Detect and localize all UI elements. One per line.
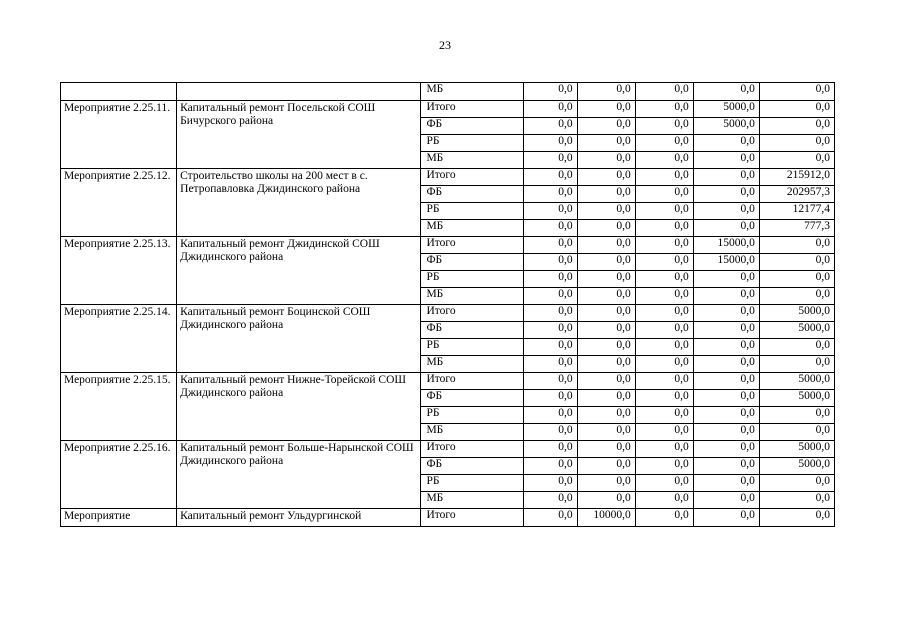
value-cell: 0,0 (693, 458, 759, 475)
value-cell: 5000,0 (759, 305, 834, 322)
value-cell: 202957,3 (759, 186, 834, 203)
value-cell: 0,0 (759, 152, 834, 169)
value-cell: 0,0 (523, 390, 577, 407)
value-cell: 0,0 (523, 492, 577, 509)
funding-source-cell: РБ (421, 271, 523, 288)
value-cell: 0,0 (523, 424, 577, 441)
value-cell: 0,0 (759, 288, 834, 305)
activity-name-cell: Мероприятие 2.25.14. (61, 305, 177, 373)
value-cell: 0,0 (635, 83, 693, 101)
activity-description-cell (177, 83, 421, 101)
value-cell: 0,0 (523, 203, 577, 220)
value-cell: 0,0 (523, 288, 577, 305)
funding-source-cell: МБ (421, 152, 523, 169)
value-cell: 0,0 (523, 509, 577, 527)
value-cell: 0,0 (635, 271, 693, 288)
value-cell: 0,0 (635, 305, 693, 322)
value-cell: 0,0 (523, 339, 577, 356)
value-cell: 0,0 (635, 186, 693, 203)
page-number: 23 (439, 38, 451, 52)
value-cell: 0,0 (693, 441, 759, 458)
value-cell: 0,0 (759, 339, 834, 356)
value-cell: 0,0 (693, 288, 759, 305)
value-cell: 0,0 (577, 186, 635, 203)
value-cell: 0,0 (523, 135, 577, 152)
table-body (61, 83, 835, 527)
table-row (61, 101, 835, 118)
activity-name-cell: Мероприятие 2.25.13. (61, 237, 177, 305)
funding-source-cell: РБ (421, 203, 523, 220)
value-cell: 10000,0 (577, 509, 635, 527)
activity-description-cell: Строительство школы на 200 мест в с. Петропавловка Джидинского района (177, 169, 421, 237)
table-row (61, 441, 835, 458)
table-row (61, 305, 835, 322)
funding-source-cell: РБ (421, 407, 523, 424)
value-cell: 0,0 (577, 237, 635, 254)
table-row (61, 83, 835, 101)
value-cell: 0,0 (635, 339, 693, 356)
value-cell: 215912,0 (759, 169, 834, 186)
value-cell: 0,0 (523, 458, 577, 475)
value-cell: 0,0 (577, 390, 635, 407)
value-cell: 0,0 (577, 458, 635, 475)
value-cell: 0,0 (693, 322, 759, 339)
value-cell: 0,0 (635, 390, 693, 407)
value-cell: 0,0 (759, 509, 834, 527)
value-cell: 0,0 (635, 424, 693, 441)
value-cell: 0,0 (577, 288, 635, 305)
funding-source-cell: Итого (421, 101, 523, 118)
activity-name-cell: Мероприятие (61, 509, 177, 527)
value-cell: 0,0 (759, 83, 834, 101)
funding-source-cell: МБ (421, 356, 523, 373)
activity-description-cell: Капитальный ремонт Боцинской СОШ Джидинского района (177, 305, 421, 373)
value-cell: 0,0 (693, 186, 759, 203)
value-cell: 0,0 (759, 101, 834, 118)
value-cell: 0,0 (635, 407, 693, 424)
value-cell: 0,0 (523, 254, 577, 271)
value-cell: 5000,0 (759, 441, 834, 458)
value-cell: 0,0 (523, 407, 577, 424)
value-cell: 0,0 (635, 169, 693, 186)
value-cell: 0,0 (635, 492, 693, 509)
value-cell: 0,0 (759, 118, 834, 135)
value-cell: 0,0 (693, 373, 759, 390)
funding-source-cell: РБ (421, 135, 523, 152)
value-cell: 15000,0 (693, 237, 759, 254)
value-cell: 0,0 (693, 305, 759, 322)
value-cell: 0,0 (635, 152, 693, 169)
value-cell: 12177,4 (759, 203, 834, 220)
budget-table (60, 82, 835, 527)
value-cell: 0,0 (693, 152, 759, 169)
value-cell: 0,0 (577, 424, 635, 441)
activity-description-cell: Капитальный ремонт Нижне-Торейской СОШ Джидинского района (177, 373, 421, 441)
value-cell: 0,0 (693, 220, 759, 237)
value-cell: 0,0 (577, 118, 635, 135)
activity-description-cell: Капитальный ремонт Джидинской СОШ Джидинского района (177, 237, 421, 305)
value-cell: 0,0 (523, 220, 577, 237)
table-row (61, 373, 835, 390)
funding-source-cell: РБ (421, 475, 523, 492)
value-cell: 0,0 (635, 220, 693, 237)
funding-source-cell: МБ (421, 83, 523, 101)
funding-source-cell: ФБ (421, 322, 523, 339)
value-cell: 0,0 (523, 475, 577, 492)
value-cell: 0,0 (523, 322, 577, 339)
activity-description-cell: Капитальный ремонт Посельской СОШ Бичурского района (177, 101, 421, 169)
table-row (61, 509, 835, 527)
value-cell: 0,0 (635, 237, 693, 254)
funding-source-cell: ФБ (421, 458, 523, 475)
value-cell: 0,0 (635, 356, 693, 373)
funding-source-cell: Итого (421, 373, 523, 390)
value-cell: 0,0 (523, 101, 577, 118)
value-cell: 0,0 (759, 254, 834, 271)
value-cell: 0,0 (523, 83, 577, 101)
value-cell: 0,0 (577, 492, 635, 509)
value-cell: 0,0 (577, 152, 635, 169)
value-cell: 0,0 (693, 271, 759, 288)
value-cell: 0,0 (759, 135, 834, 152)
value-cell: 0,0 (635, 373, 693, 390)
value-cell: 0,0 (577, 322, 635, 339)
value-cell: 0,0 (635, 118, 693, 135)
value-cell: 5000,0 (693, 101, 759, 118)
funding-source-cell: МБ (421, 492, 523, 509)
value-cell: 777,3 (759, 220, 834, 237)
table-row (61, 169, 835, 186)
value-cell: 0,0 (635, 101, 693, 118)
funding-source-cell: МБ (421, 220, 523, 237)
value-cell: 0,0 (759, 237, 834, 254)
value-cell: 0,0 (577, 101, 635, 118)
value-cell: 5000,0 (759, 458, 834, 475)
value-cell: 0,0 (577, 220, 635, 237)
value-cell: 0,0 (635, 441, 693, 458)
table-row (61, 237, 835, 254)
value-cell: 0,0 (693, 169, 759, 186)
value-cell: 0,0 (577, 339, 635, 356)
value-cell: 0,0 (693, 492, 759, 509)
funding-source-cell: Итого (421, 441, 523, 458)
value-cell: 0,0 (693, 509, 759, 527)
funding-source-cell: Итого (421, 509, 523, 527)
value-cell: 0,0 (635, 509, 693, 527)
value-cell: 5000,0 (759, 373, 834, 390)
funding-source-cell: ФБ (421, 186, 523, 203)
funding-source-cell: РБ (421, 339, 523, 356)
funding-source-cell: МБ (421, 288, 523, 305)
value-cell: 0,0 (759, 475, 834, 492)
value-cell: 0,0 (523, 169, 577, 186)
value-cell: 0,0 (577, 356, 635, 373)
value-cell: 5000,0 (759, 322, 834, 339)
funding-source-cell: ФБ (421, 118, 523, 135)
value-cell: 0,0 (577, 407, 635, 424)
value-cell: 0,0 (759, 356, 834, 373)
value-cell: 0,0 (523, 305, 577, 322)
value-cell: 0,0 (577, 305, 635, 322)
value-cell: 0,0 (523, 373, 577, 390)
value-cell: 0,0 (523, 271, 577, 288)
value-cell: 0,0 (759, 407, 834, 424)
value-cell: 5000,0 (759, 390, 834, 407)
value-cell: 0,0 (693, 135, 759, 152)
value-cell: 0,0 (693, 339, 759, 356)
value-cell: 0,0 (635, 288, 693, 305)
value-cell: 0,0 (693, 390, 759, 407)
value-cell: 0,0 (693, 407, 759, 424)
value-cell: 0,0 (577, 271, 635, 288)
value-cell: 0,0 (577, 203, 635, 220)
value-cell: 0,0 (577, 254, 635, 271)
value-cell: 0,0 (577, 441, 635, 458)
activity-name-cell: Мероприятие 2.25.15. (61, 373, 177, 441)
activity-description-cell: Капитальный ремонт Ульдургинской (177, 509, 421, 527)
value-cell: 0,0 (635, 254, 693, 271)
funding-source-cell: Итого (421, 305, 523, 322)
value-cell: 0,0 (523, 186, 577, 203)
activity-name-cell (61, 83, 177, 101)
value-cell: 0,0 (693, 203, 759, 220)
value-cell: 5000,0 (693, 118, 759, 135)
value-cell: 0,0 (759, 424, 834, 441)
value-cell: 0,0 (577, 475, 635, 492)
value-cell: 0,0 (577, 83, 635, 101)
value-cell: 0,0 (693, 356, 759, 373)
value-cell: 15000,0 (693, 254, 759, 271)
value-cell: 0,0 (635, 475, 693, 492)
activity-name-cell: Мероприятие 2.25.12. (61, 169, 177, 237)
value-cell: 0,0 (693, 475, 759, 492)
activity-name-cell: Мероприятие 2.25.11. (61, 101, 177, 169)
value-cell: 0,0 (523, 118, 577, 135)
value-cell: 0,0 (577, 169, 635, 186)
value-cell: 0,0 (523, 237, 577, 254)
value-cell: 0,0 (635, 135, 693, 152)
value-cell: 0,0 (523, 152, 577, 169)
value-cell: 0,0 (635, 322, 693, 339)
value-cell: 0,0 (635, 458, 693, 475)
value-cell: 0,0 (693, 83, 759, 101)
funding-source-cell: Итого (421, 237, 523, 254)
value-cell: 0,0 (523, 356, 577, 373)
activity-name-cell: Мероприятие 2.25.16. (61, 441, 177, 509)
funding-source-cell: ФБ (421, 390, 523, 407)
value-cell: 0,0 (577, 373, 635, 390)
value-cell: 0,0 (759, 492, 834, 509)
activity-description-cell: Капитальный ремонт Больше-Нарынской СОШ Джидинского района (177, 441, 421, 509)
value-cell: 0,0 (759, 271, 834, 288)
value-cell: 0,0 (693, 424, 759, 441)
value-cell: 0,0 (635, 203, 693, 220)
value-cell: 0,0 (577, 135, 635, 152)
funding-source-cell: МБ (421, 424, 523, 441)
funding-source-cell: Итого (421, 169, 523, 186)
funding-source-cell: ФБ (421, 254, 523, 271)
value-cell: 0,0 (523, 441, 577, 458)
